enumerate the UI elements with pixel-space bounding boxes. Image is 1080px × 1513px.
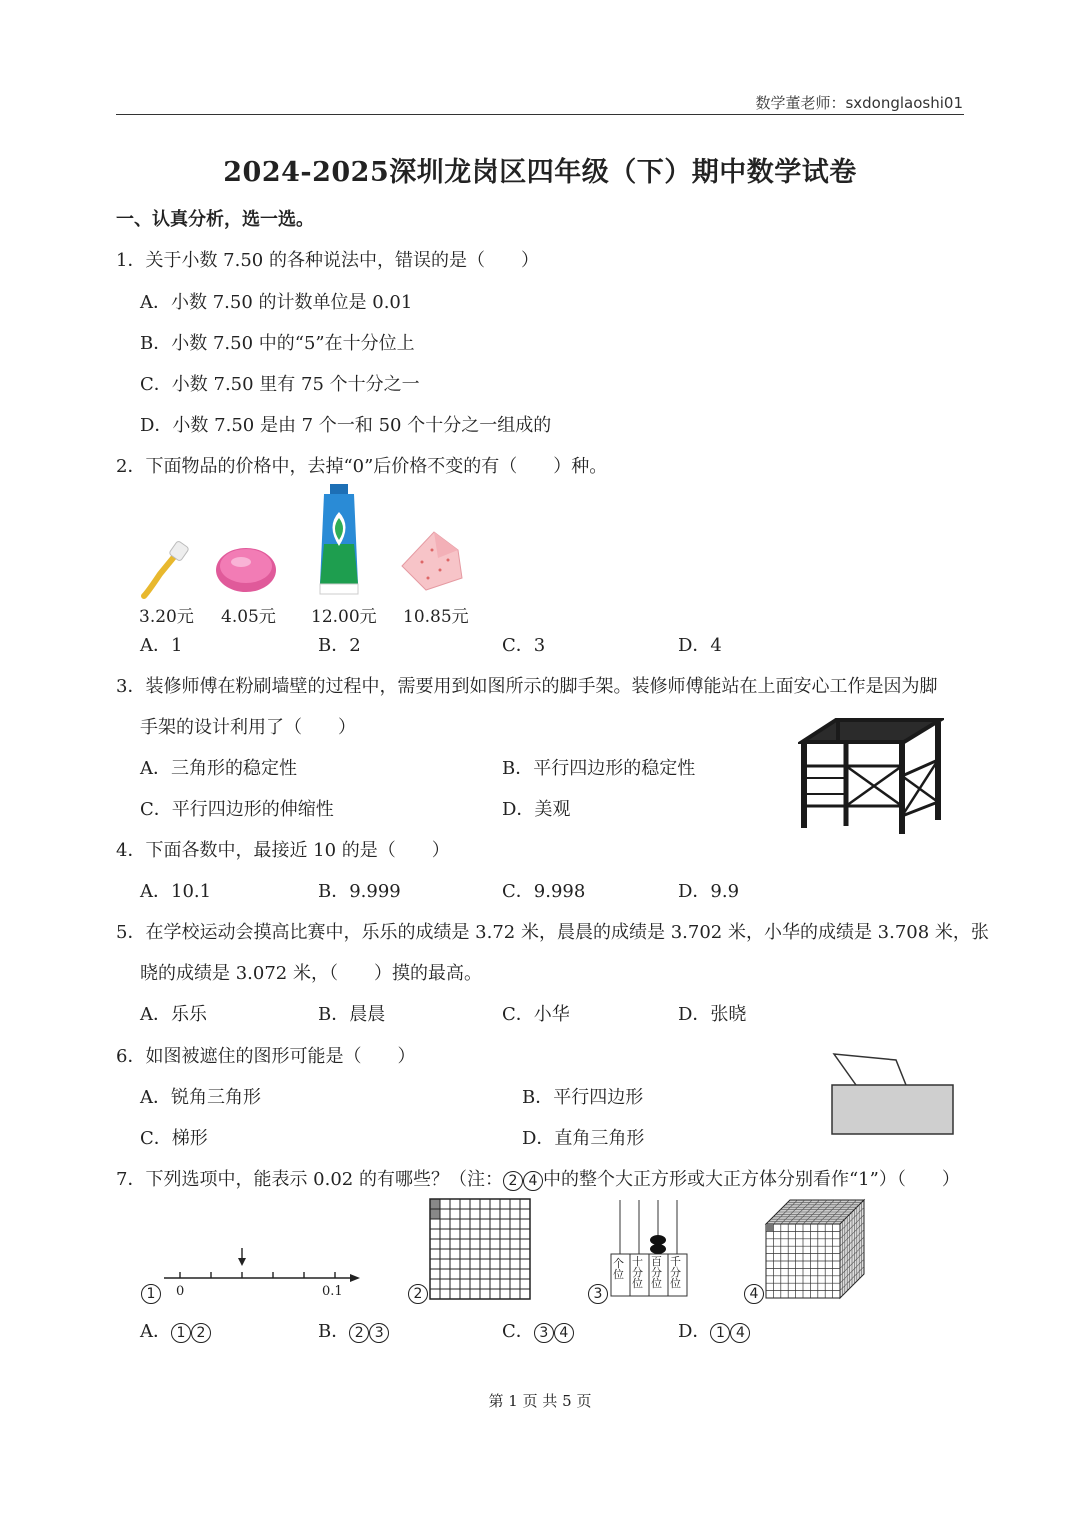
q4-option-c: C．9.998 (502, 881, 586, 902)
q6-option-d: D．直角三角形 (522, 1128, 645, 1149)
q5-option-b: B．晨晨 (318, 1004, 386, 1025)
q7-option-b-c1: 2 (349, 1323, 369, 1343)
price-toothbrush: 3.20元 (139, 607, 194, 627)
q7-option-d-c1: 1 (710, 1323, 730, 1343)
q7-option-d-label: D． (678, 1321, 711, 1342)
q5-option-d: D．张晓 (678, 1004, 747, 1025)
q5-stem-line2: 晓的成绩是 3.072 米，（ ）摸的最高。 (140, 963, 482, 984)
q7-option-b-c2: 3 (369, 1323, 389, 1343)
q7-option-a (140, 1317, 211, 1343)
q7-option-c (502, 1317, 574, 1343)
q4-option-a: A．10.1 (140, 881, 212, 902)
scaffold-image (798, 716, 944, 838)
abacus-label-thousandths: 千分位 (670, 1255, 681, 1290)
q7-option-d-c2: 4 (730, 1323, 750, 1343)
abacus-label-ones: 个位 (613, 1257, 624, 1281)
q5-stem-line1: 5．在学校运动会摸高比赛中，乐乐的成绩是 3.72 米，晨晨的成绩是 3.702 米，小华的成绩是 3.708 米，张 (116, 922, 989, 943)
q7-option-a-c2: 2 (191, 1323, 211, 1343)
q3-option-d: D．美观 (502, 799, 571, 820)
q6-option-a: A．锐角三角形 (140, 1087, 261, 1108)
q4-stem: 4．下面各数中，最接近 10 的是（ ） (116, 840, 450, 861)
q2-option-b: B．2 (318, 635, 361, 656)
header-rule (116, 114, 964, 115)
header-author: 数学董老师：sxdonglaoshi01 (755, 94, 963, 112)
q6-stem: 6．如图被遮住的图形可能是（ ） (116, 1046, 416, 1067)
q1-option-c: C．小数 7.50 里有 75 个十分之一 (140, 374, 420, 395)
q3-option-b: B．平行四边形的稳定性 (502, 758, 696, 779)
q3-option-a: A．三角形的稳定性 (140, 758, 297, 779)
q7-option-a-label: A． (140, 1321, 171, 1342)
q3-option-c: C．平行四边形的伸缩性 (140, 799, 334, 820)
fig3-label: 3 (588, 1284, 608, 1304)
fig2-label: 2 (408, 1284, 428, 1304)
q7-option-b-label: B． (318, 1321, 350, 1342)
q6-option-b: B．平行四边形 (522, 1087, 644, 1108)
toothpaste-image (318, 484, 364, 596)
q7-stem-circle-2: 2 (503, 1171, 523, 1191)
price-toothpaste: 12.00元 (311, 607, 377, 627)
q1-stem: 1．关于小数 7.50 的各种说法中，错误的是（ ） (116, 250, 539, 271)
price-soap: 4.05元 (221, 607, 276, 627)
q7-option-c-c2: 4 (554, 1323, 574, 1343)
q7-stem-post: 中的整个大正方形或大正方体分别看作“1”）（ ） (542, 1169, 960, 1190)
price-towel: 10.85元 (403, 607, 469, 627)
q2-option-d: D．4 (678, 635, 722, 656)
page-footer: 第 1 页 共 5 页 (488, 1392, 592, 1410)
q7-option-b (318, 1317, 389, 1343)
q5-option-a: A．乐乐 (140, 1004, 207, 1025)
abacus-label-tenths: 十分位 (632, 1255, 643, 1290)
section-heading: 一、认真分析，选一选。 (116, 209, 314, 230)
q7-option-c-c1: 3 (534, 1323, 554, 1343)
q1-option-b: B．小数 7.50 中的“5”在十分位上 (140, 333, 415, 354)
q7-option-a-c1: 1 (171, 1323, 191, 1343)
number-line-end: 0.1 (322, 1284, 343, 1299)
number-line-start: 0 (176, 1284, 185, 1299)
abacus-label-hundredths: 百分位 (651, 1255, 662, 1290)
q7-stem-circle-4: 4 (523, 1171, 543, 1191)
soap-image (213, 540, 279, 596)
q5-option-c: C．小华 (502, 1004, 570, 1025)
q2-option-c: C．3 (502, 635, 546, 656)
q6-option-c: C．梯形 (140, 1128, 208, 1149)
hundred-grid-figure (429, 1198, 531, 1300)
q7-option-d (678, 1317, 750, 1343)
covered-shape-image (826, 1050, 958, 1138)
q7-option-c-label: C． (502, 1321, 534, 1342)
q1-option-a: A．小数 7.50 的计数单位是 0.01 (140, 292, 413, 313)
fig4-label: 4 (744, 1284, 764, 1304)
q2-option-a: A．1 (140, 635, 183, 656)
fig1-label: 1 (141, 1284, 161, 1304)
q4-option-d: D．9.9 (678, 881, 740, 902)
towel-image (398, 528, 466, 592)
q2-stem: 2．下面物品的价格中，去掉“0”后价格不变的有（ ）种。 (116, 456, 608, 477)
toothbrush-image (138, 540, 193, 600)
q3-stem-line1: 3．装修师傅在粉刷墙壁的过程中，需要用到如图所示的脚手架。装修师傅能站在上面安心工作是因为脚 (116, 676, 938, 697)
q4-option-b: B．9.999 (318, 881, 401, 902)
q7-stem (116, 1165, 960, 1191)
q7-stem-pre: 7．下列选项中，能表示 0.02 的有哪些？（注： (116, 1169, 503, 1190)
q1-option-d: D．小数 7.50 是由 7 个一和 50 个十分之一组成的 (140, 415, 552, 436)
page-title: 2024-2025深圳龙岗区四年级（下）期中数学试卷 (223, 157, 857, 188)
thousand-cube-figure (762, 1196, 868, 1302)
q3-stem-line2: 手架的设计利用了（ ） (140, 717, 356, 738)
